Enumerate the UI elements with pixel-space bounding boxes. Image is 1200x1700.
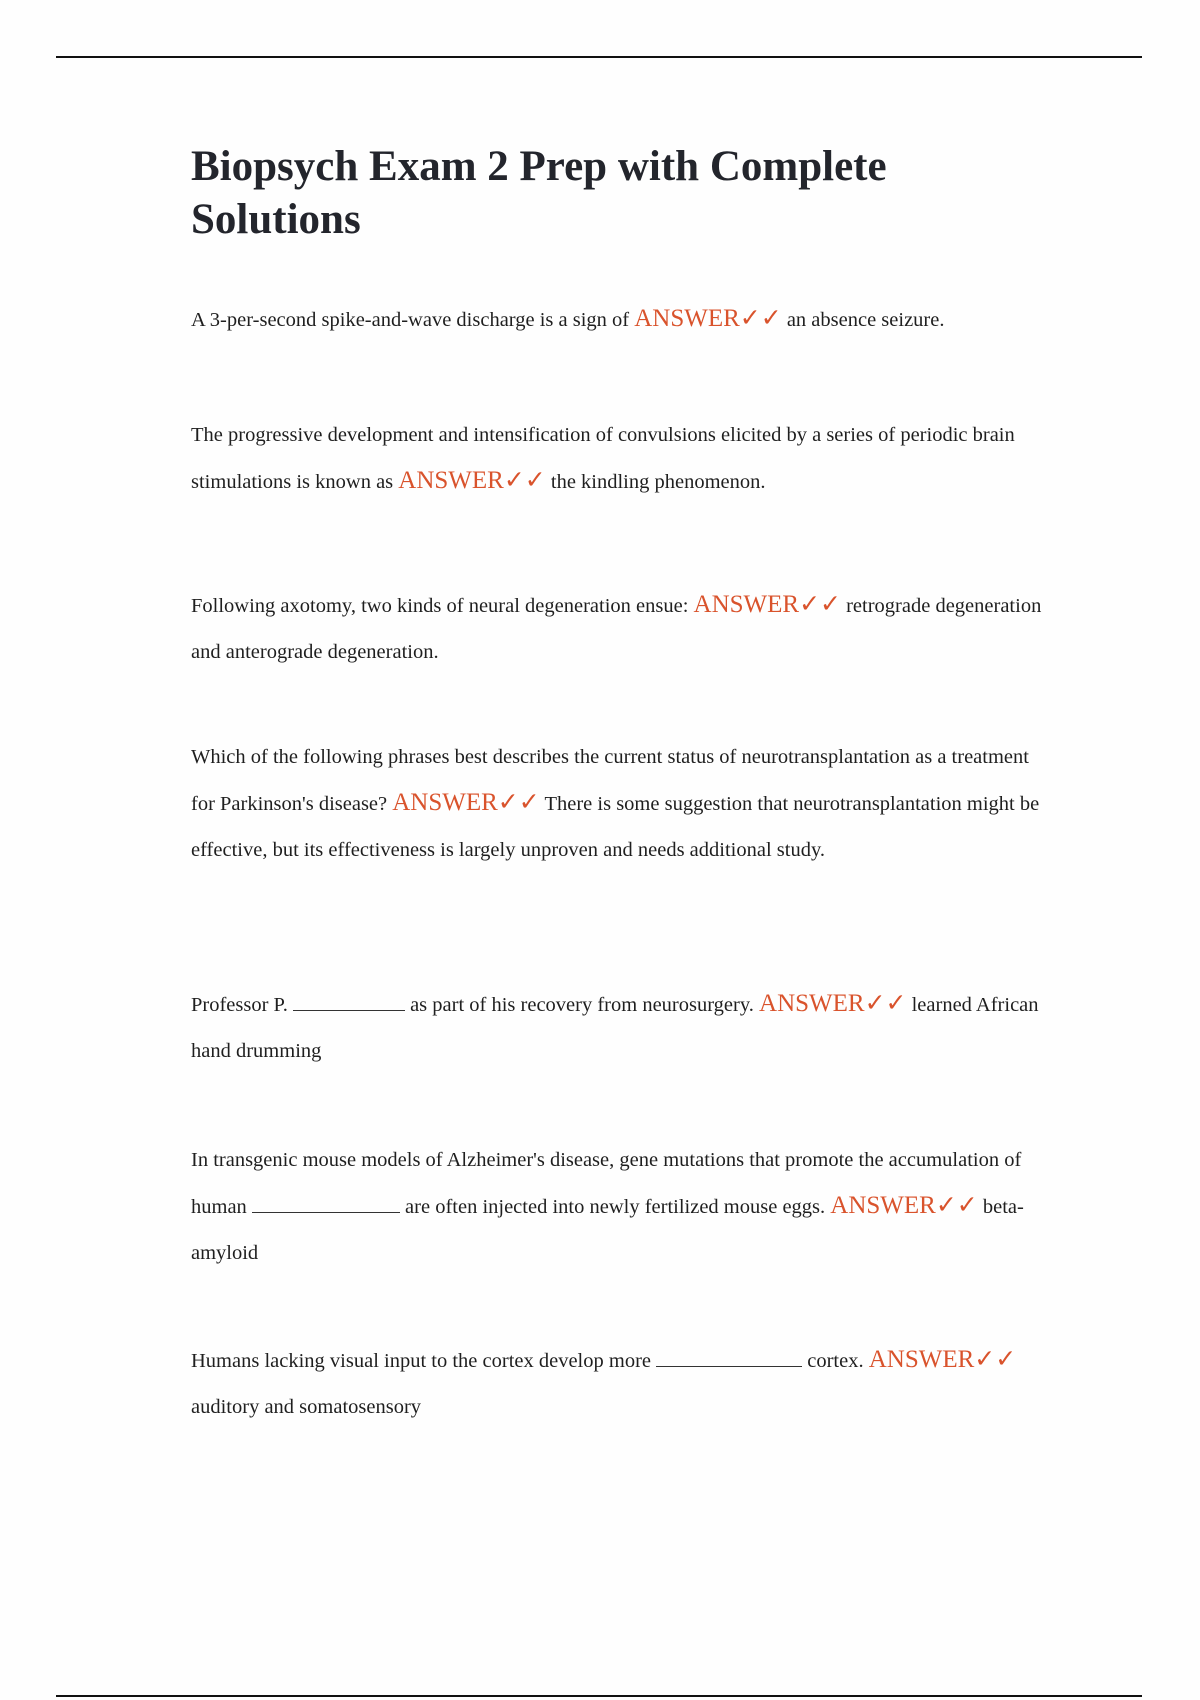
answer-text: an absence seizure.	[786, 309, 945, 331]
answer-marker: ANSWER✓✓	[830, 1192, 978, 1219]
answer-text: auditory and somatosensory	[191, 1396, 422, 1418]
question-answer-3	[191, 582, 1051, 675]
question-answer-5	[191, 981, 1051, 1074]
answer-marker: ANSWER✓✓	[759, 990, 907, 1017]
answer-marker: ANSWER✓✓	[398, 467, 546, 494]
answer-text: the kindling phenomenon.	[550, 471, 766, 493]
question-text-after-blank: are often injected into newly fertilized mouse eggs.	[405, 1196, 826, 1218]
question-text-before-blank: Humans lacking visual input to the cortex develop more	[191, 1350, 651, 1372]
answer-text: retrograde degeneration and anterograde degeneration.	[191, 595, 1042, 663]
answer-marker: ANSWER✓✓	[392, 789, 540, 816]
question-text: Following axotomy, two kinds of neural degeneration ensue:	[191, 595, 689, 617]
answer-text: There is some suggestion that neurotransplantation might be effective, but its effectiveness is largely unproven and needs additional study.	[191, 793, 1040, 861]
question-text-after-blank: as part of his recovery from neurosurgery.	[410, 994, 754, 1016]
question-answer-2	[191, 412, 1051, 505]
question-text: A 3-per-second spike-and-wave discharge is a sign of	[191, 309, 630, 331]
question-text-before-blank: Professor P.	[191, 994, 288, 1016]
fill-in-blank	[656, 1348, 802, 1367]
top-rule	[56, 56, 1142, 58]
question-text-after-blank: cortex.	[807, 1350, 864, 1372]
bottom-rule	[56, 1695, 1142, 1697]
question-text: The progressive development and intensification of convulsions elicited by a series of periodic brain stimulations is known as	[191, 424, 1015, 493]
fill-in-blank	[252, 1194, 400, 1213]
question-answer-6	[191, 1137, 1051, 1276]
question-answer-1	[191, 296, 1051, 343]
answer-text: learned African hand drumming	[191, 994, 1039, 1062]
answer-marker: ANSWER✓✓	[634, 305, 782, 332]
fill-in-blank	[293, 992, 405, 1011]
page-title: Biopsych Exam 2 Prep with Complete Solutions	[191, 143, 887, 243]
question-answer-4	[191, 734, 1051, 873]
answer-text: beta-amyloid	[191, 1196, 1024, 1264]
question-answer-7	[191, 1337, 1051, 1430]
question-text-before-blank: In transgenic mouse models of Alzheimer's disease, gene mutations that promote the accumulation of human	[191, 1149, 1022, 1218]
answer-marker: ANSWER✓✓	[693, 591, 841, 618]
answer-marker: ANSWER✓✓	[868, 1346, 1017, 1373]
question-text: Which of the following phrases best describes the current status of neurotransplantation as a treatment for Parkinson's disease?	[191, 746, 1029, 815]
